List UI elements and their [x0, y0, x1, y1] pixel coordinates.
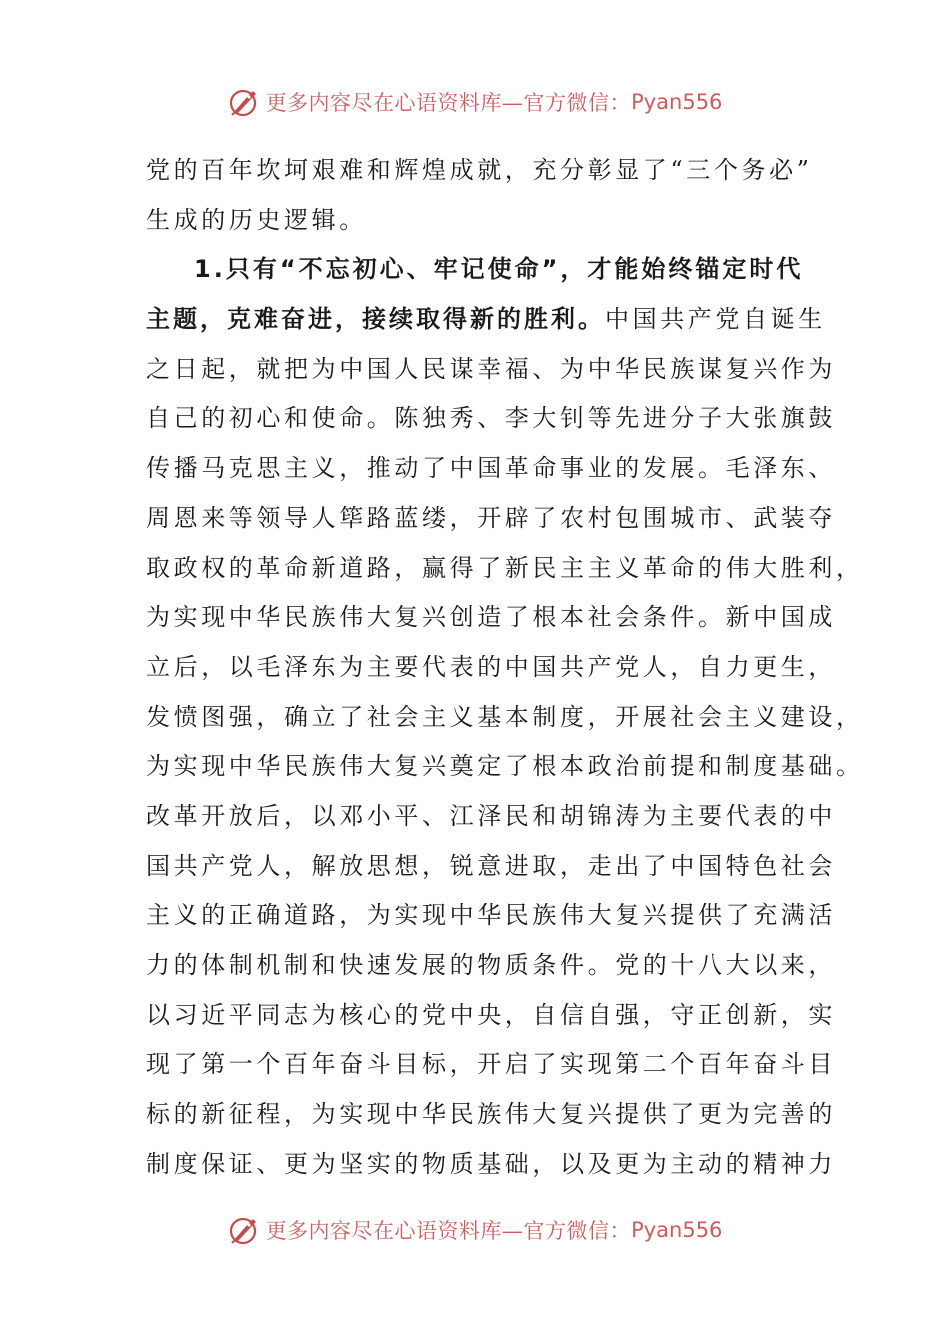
text-line: 传播马克思主义，推动了中国革命事业的发展。毛泽东、	[146, 454, 836, 483]
text-line: 为实现中华民族伟大复兴奠定了根本政治前提和制度基础。	[146, 752, 864, 781]
header-banner	[0, 82, 950, 122]
text-line: 周恩来等领导人筚路蓝缕，开辟了农村包围城市、武装夺	[146, 503, 836, 532]
text-line: 自己的初心和使命。陈独秀、李大钊等先进分子大张旗鼓	[146, 404, 836, 433]
text-line: 标的新征程，为实现中华民族伟大复兴提供了更为完善的	[146, 1100, 836, 1129]
text-line: 力的体制机制和快速发展的物质条件。党的十八大以来，	[146, 951, 836, 979]
header-wechat-id: Pyan556	[631, 90, 723, 114]
text-line: 现了第一个百年奋斗目标，开启了实现第二个百年奋斗目	[146, 1050, 836, 1079]
section-heading-line-1: 1.只有“不忘初心、牢记使命”，才能始终锚定时代	[194, 255, 804, 284]
text-line: 发愤图强，确立了社会主义基本制度，开展社会主义建设，	[146, 702, 864, 731]
text-line: 主义的正确道路，为实现中华民族伟大复兴提供了充满活	[146, 901, 836, 930]
text-line: 党的百年坎坷艰难和辉煌成就，充分彰显了“三个务必”	[146, 156, 813, 184]
text-line: 国共产党人，解放思想，锐意进取，走出了中国特色社会	[146, 851, 836, 880]
text-line: 以习近平同志为核心的党中央，自信自强，守正创新，实	[146, 1000, 836, 1029]
text-line: 生成的历史逻辑。	[146, 205, 367, 234]
footer-banner-text: 更多内容尽在心语资料库—官方微信：	[265, 1219, 632, 1243]
text-line: 立后，以毛泽东为主要代表的中国共产党人，自力更生，	[146, 652, 836, 681]
text-line: 制度保证、更为坚实的物质基础，以及更为主动的精神力	[146, 1149, 836, 1178]
section-heading-continuation: 中国共产党自诞生	[605, 305, 826, 334]
pen-nib-logo-icon	[228, 85, 262, 119]
text-line: 之日起，就把为中国人民谋幸福、为中华民族谋复兴作为	[146, 354, 836, 383]
section-heading-bold: 主题，克难奋进，接续取得新的胜利。	[146, 305, 605, 334]
section-heading-line-2	[146, 295, 826, 345]
text-line: 取政权的革命新道路，赢得了新民主主义革命的伟大胜利，	[146, 553, 864, 582]
footer-banner	[0, 1210, 950, 1250]
text-line: 改革开放后，以邓小平、江泽民和胡锦涛为主要代表的中	[146, 801, 836, 830]
document-body	[146, 146, 864, 1189]
pen-nib-logo-icon	[228, 1213, 262, 1247]
text-line: 为实现中华民族伟大复兴创造了根本社会条件。新中国成	[146, 603, 836, 632]
header-banner-text: 更多内容尽在心语资料库—官方微信：	[265, 91, 632, 115]
footer-wechat-id: Pyan556	[631, 1218, 723, 1242]
